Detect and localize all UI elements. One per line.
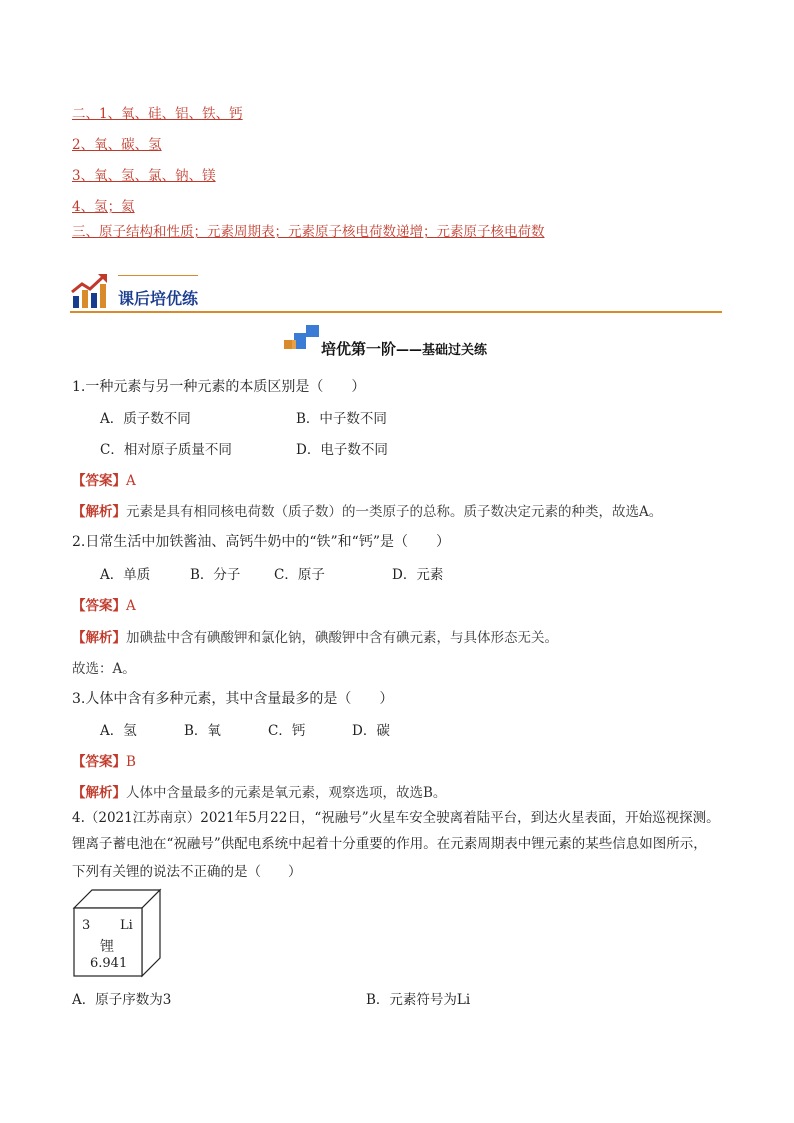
steps-icon: [284, 324, 320, 350]
q3-answer: [72, 750, 136, 770]
subsection-title-main: 培优第一阶: [321, 340, 397, 358]
answer-label: 【答案】: [72, 473, 126, 489]
analysis-label: 【解析】: [72, 785, 126, 801]
q1-option-b: B．中子数不同: [296, 411, 387, 427]
q1-option-d: D．电子数不同: [296, 442, 388, 458]
q1-answer-value: A: [126, 473, 136, 489]
q2-analysis-text: 加碘盐中含有碘酸钾和氯化钠，碘酸钾中含有碘元素，与具体形态无关。: [126, 630, 558, 646]
q2-answer-value: A: [126, 598, 136, 614]
question-4-stem-line-2: 锂离子蓄电池在“祝融号”供配电系统中起着十分重要的作用。在元素周期表中锂元素的某些信息如图所示，: [72, 836, 707, 852]
q1-analysis: [72, 500, 662, 520]
q2-analysis: [72, 626, 558, 646]
section-top-rule: [118, 275, 198, 276]
element-mass: 6.941: [90, 956, 128, 971]
answer-label: 【答案】: [72, 598, 126, 614]
q3-option-a: A．氢: [100, 723, 137, 739]
q3-option-c: C．钙: [268, 723, 306, 739]
subsection-title-dash: ——基础过关练: [396, 343, 488, 358]
q2-conclusion: 故选：A。: [72, 661, 136, 677]
q2-answer: [72, 594, 136, 614]
question-4-stem-line-3: 下列有关锂的说法不正确的是（ ）: [72, 864, 302, 880]
analysis-label: 【解析】: [72, 504, 126, 520]
q2-option-d: D．元素: [392, 567, 444, 583]
answer-label: 【答案】: [72, 754, 126, 770]
element-name: 锂: [100, 939, 114, 955]
q3-option-b: B．氧: [184, 723, 221, 739]
subsection-title: [321, 338, 487, 359]
q1-option-a: A．质子数不同: [100, 411, 191, 427]
analysis-label: 【解析】: [72, 630, 126, 646]
chart-growth-icon: [70, 270, 110, 310]
q2-option-a: A．单质: [100, 567, 151, 583]
answer-line-1: 二、1、氧、硅、铝、铁、钙: [72, 106, 243, 122]
question-3-stem: 3.人体中含有多种元素，其中含量最多的是（ ）: [72, 691, 394, 707]
answer-line-5: 三、原子结构和性质；元素周期表；元素原子核电荷数递增；元素原子核电荷数: [72, 224, 545, 240]
q2-option-c: C．原子: [274, 567, 325, 583]
question-2-stem: 2.日常生活中加铁酱油、高钙牛奶中的“铁”和“钙”是（ ）: [72, 534, 450, 550]
q3-option-d: D．碳: [352, 723, 390, 739]
q2-option-b: B．分子: [190, 567, 241, 583]
q1-option-c: C．相对原子质量不同: [100, 442, 232, 458]
q4-option-a: A．原子序数为3: [72, 992, 172, 1008]
element-number: 3: [82, 918, 91, 933]
section-title: 课后培优练: [118, 289, 199, 308]
q1-analysis-text: 元素是具有相同核电荷数（质子数）的一类原子的总称。质子数决定元素的种类，故选A。: [126, 504, 663, 520]
lithium-element-cube: [72, 888, 162, 978]
answer-line-4: 4、氢；氦: [72, 199, 135, 215]
q3-answer-value: B: [126, 754, 136, 770]
q4-option-b: B．元素符号为Li: [366, 992, 471, 1008]
q3-analysis-text: 人体中含量最多的元素是氧元素，观察选项，故选B。: [126, 785, 447, 801]
section-divider: [70, 311, 722, 313]
q1-answer: [72, 469, 136, 489]
answer-line-2: 2、氧、碳、氢: [72, 137, 162, 153]
question-4-stem-line-1: 4.（2021江苏南京）2021年5月22日，“祝融号”火星车安全驶离着陆平台，到达火星表面，开始巡视探测。: [72, 810, 720, 826]
q3-analysis: [72, 781, 446, 801]
answer-line-3: 3、氧、氢、氯、钠、镁: [72, 168, 216, 184]
element-symbol: Li: [120, 918, 133, 933]
question-1-stem: 1.一种元素与另一种元素的本质区别是（ ）: [72, 379, 366, 395]
